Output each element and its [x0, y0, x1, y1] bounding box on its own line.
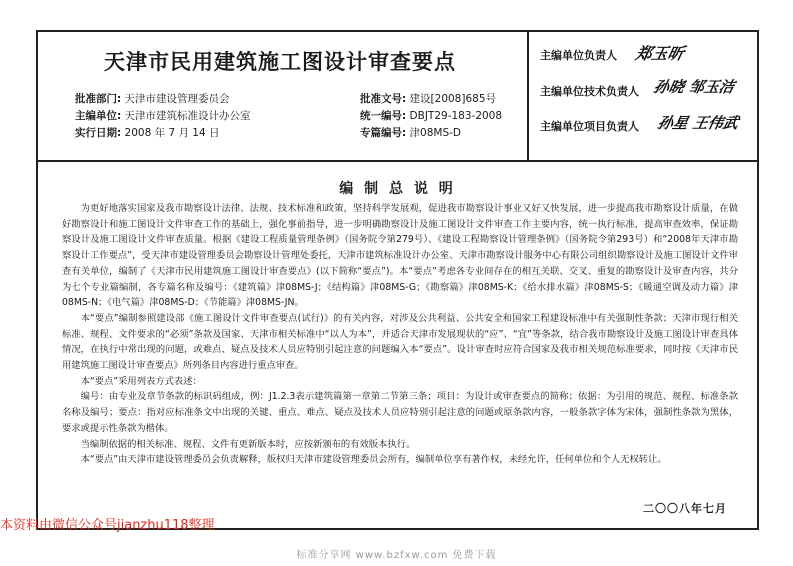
header-horizontal-divider [36, 160, 759, 162]
paragraph-6: 本“要点”由天津市建设管理委员会负责解释，版权归天津市建设管理委员会所有，编制单位享有著作权，未经允许，任何单位和个人无权转让。 [80, 454, 667, 466]
series-number-value: 津08MS-D [409, 127, 462, 139]
section-title: 编 制 总 说 明 [339, 181, 456, 197]
footer-text: 标准分享网 www.bzfxw.com 免费下载 [296, 550, 497, 561]
header-vertical-divider [527, 30, 529, 161]
paragraph-3: 本“要点”采用列表方式表述： [80, 375, 202, 387]
document-title: 天津市民用建筑施工图设计审查要点 [104, 50, 456, 74]
paragraph-2: 本“要点”编制参照建设部《施工图设计文件审查要点(试行)》的有关内容，对涉及公共利益、公共安全和国家工程建设标准中有关强制性条款；天津市现行相关标准、规程、文件要求的“必须”条款及国家、天津市相关标准中“以人为本”，并适合天津市发展现状的“应”、“宜”等条款，结合我市勘察设计及施工图设计审查具体情况，在执行中常出现的问题，或难点、疑点及技术人员应特别引起注意的问题编入本“要点”。设计审查时应符合国家及我市相关规范标准要求，同时按《天津市民用建筑施工图设计审查要点》所列条目内容进行重点审查。 [62, 312, 738, 372]
doc-number-label: 批准文号: [360, 93, 407, 105]
paragraph-5: 当编制依据的相关标准、规程、文件有更新版本时，应按新颁布的有效版本执行。 [80, 438, 416, 450]
unified-number-value: DBJT29-183-2008 [409, 110, 503, 122]
project-label: 主编单位项目负责人 [540, 120, 639, 133]
watermark-text: 本资料由微信公众号jianzhu118整理 [0, 518, 215, 533]
approval-dept-row [75, 91, 230, 106]
doc-number-value: 建设[2008]685号 [409, 93, 497, 105]
chief-label: 主编单位负责人 [540, 49, 617, 62]
approval-dept-label: 批准部门: [75, 93, 122, 105]
tech-label: 主编单位技术负责人 [540, 85, 639, 98]
effective-date-row [75, 125, 220, 140]
tech-signature: 孙晓 邹玉洁 [651, 78, 737, 96]
chief-signature: 郑玉昕 [633, 44, 686, 63]
unified-number-label: 统一编号: [360, 110, 407, 122]
paragraph-1: 为更好地落实国家及我市勘察设计法律、法规、技术标准和政策，坚持科学发展观，促进我市勘察设计事业又好又快发展，进一步提高我市勘察设计质量，在做好勘察设计和施工图设计文件审查工作的基础上，强化事前指导，进一步明确勘察设计及施工图设计文件审查工作主要内容，统一执行标准，提高审查效率，保证勘察设计及施工图设计文件审查质量。根据《建设工程质量管理条例》（国务院令第279号）、《建设工程勘察设计管理条例》（国务院令第293号）和“2008年天津市勘察设计工作要点”，受天津市建设管理委员会勘察设计管理处委托，天津市建筑标准设计办公室、天津市勘察设计服务中心有限公司组织勘察设计及施工图设计文件审查有关单位，编制了《天津市民用建筑施工图设计审查要点》(以下简称“要点”)。本“要点”考虑各专业间存在的相互关联、交叉、重复的勘察设计及审查内容，共分为七个专业篇编制，各专篇名称及编号：《建筑篇》津08MS-J；《结构篇》津08MS-G；《勘察篇》津08MS-K；《给水排水篇》津08MS-S；《暖通空调及动力篇》津08MS-N；《电气篇》津08MS-D；《节能篇》津08MS-JN。 [62, 203, 738, 309]
body-text [62, 201, 738, 468]
doc-number-row [360, 91, 496, 106]
series-number-label: 专篇编号: [360, 127, 407, 139]
compile-date: 二〇〇八年七月 [643, 502, 727, 515]
unified-number-row [360, 108, 502, 123]
editor-unit-label: 主编单位: [75, 110, 122, 122]
editor-unit-value: 天津市建筑标准设计办公室 [124, 110, 251, 122]
paragraph-4: 编号：由专业及章节条款的标识码组成，例：J1.2.3表示建筑篇第一章第二节第三条；项目：为设计或审查要点的简称；依据：为引用的规范、规程、标准条款名称及编号；要点：指对应标准条文中出现的关键、重点、难点、疑点及技术人员应特别引起注意的问题或原条款内容，一般条款字体为宋体，强制性条款为黑体，要求或提示性条款为楷体。 [62, 391, 738, 434]
approval-dept-value: 天津市建设管理委员会 [124, 93, 230, 105]
project-signature: 孙星 王伟武 [655, 114, 741, 132]
series-number-row [360, 125, 461, 140]
editor-unit-row [75, 108, 251, 123]
effective-date-value: 2008 年 7 月 14 日 [124, 127, 220, 139]
effective-date-label: 实行日期: [75, 127, 122, 139]
